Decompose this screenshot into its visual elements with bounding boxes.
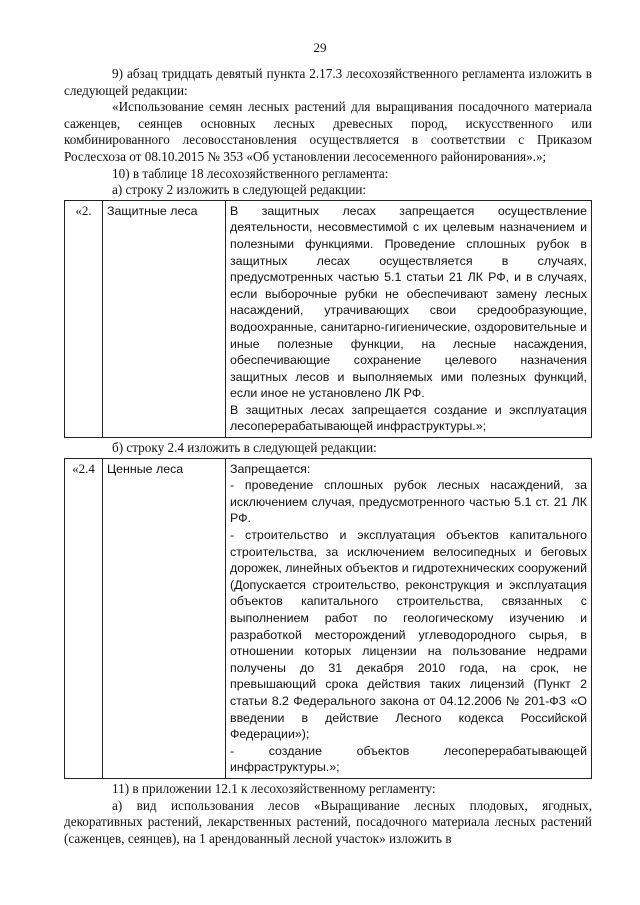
table-row-2-4-content (226, 458, 592, 778)
paragraph-11: 11) в приложении 12.1 к лесохозяйственному регламенту: (112, 780, 436, 796)
paragraph-10b: б) строку 2.4 изложить в следующей редакции: (112, 440, 377, 456)
table-row-2-4-line-4: - создание объектов лесоперерабатывающей инфраструктуры.»; (230, 743, 587, 775)
table-row-2-4-line-3: - строительство и эксплуатация объектов капитального строительства, за исключением велосипедных и беговых дорожек, линейных объектов и гидротехнических сооружений (Допускается строительство, реконструкция и эксплуатация объектов капитального строительства, связанных с выполнением работ по геологическому изучению и разработкой месторождений углеводородного сырья, в отношении которых лицензии на пользование недрами получены до 31 декабря 2010 года, на срок, не превышающий срока действия таких лицензий (Пункт 2 статьи 8.2 Федерального закона от 04.12.2006 № 201-ФЗ «О введении в действие Лесного кодекса Российской Федерации»); (230, 528, 587, 742)
paragraph-10: 10) в таблице 18 лесохозяйственного регламента: (112, 165, 389, 181)
table-row-2-4-line-1: Запрещается: (230, 461, 311, 476)
paragraph-9: 9) абзац тридцать девятый пункта 2.17.3 лесохозяйственного регламента изложить в следующей редакции: (64, 66, 592, 98)
table-row-2-text-2: В защитных лесах запрещается создание и эксплуатация лесоперерабатывающей инфраструктуры.»; (230, 402, 587, 434)
table-row-2-4 (64, 458, 592, 779)
page-number: 29 (313, 40, 327, 55)
table-row-2-text-1: В защитных лесах запрещается осуществление деятельности, несовместимой с их целевым назначением и полезными функциями. Проведение сплошных рубок в защитных лесах осуществляется в случаях, предусмотренных частью 5.1 статьи 21 ЛК РФ, и в случаях, если выборочные рубки не обеспечивают замену лесных насаждений, утрачивающих свои средообразующие, водоохранные, санитарно-гигиенические, оздоровительные и иные полезные функции, на лесные насаждения, обеспечивающие сохранение целевого назначения защитных лесов и выполняемых ими полезных функций, если иное не установлено ЛК РФ. (230, 203, 587, 401)
paragraph-10a: а) строку 2 изложить в следующей редакции: (112, 182, 367, 198)
paragraph-11a: а) вид использования лесов «Выращивание лесных плодовых, ягодных, декоративных растений, лекарственных растений, посадочного материала лесных растений (саженцев, сеянцев), на 1 арендованный лесной участок» изложить в (64, 797, 592, 846)
table-row-2-name: Защитные леса (103, 200, 226, 437)
paragraph-9-quote: «Использование семян лесных растений для выращивания посадочного материала саженцев, сеянцев основных лесных древесных пород, искусственного или комбинированного лесовосстановления осуществляется в соответствии с Приказом Рослесхоза от 08.10.2015 № 353 «Об установлении лесосеменного районирования».»; (64, 99, 592, 164)
table-row-2 (64, 200, 592, 438)
table-row-2-4-number: «2.4 (65, 458, 103, 778)
table-row-2-4-line-2: - проведение сплошных рубок лесных насаждений, за исключением случая, предусмотренного частью 5.1 ст. 21 ЛК РФ. (230, 478, 587, 526)
table-row-2-number: «2. (65, 200, 103, 437)
table-row-2-content (226, 200, 592, 437)
document-body (64, 66, 592, 847)
table-row-2-4-name: Ценные леса (103, 458, 226, 778)
